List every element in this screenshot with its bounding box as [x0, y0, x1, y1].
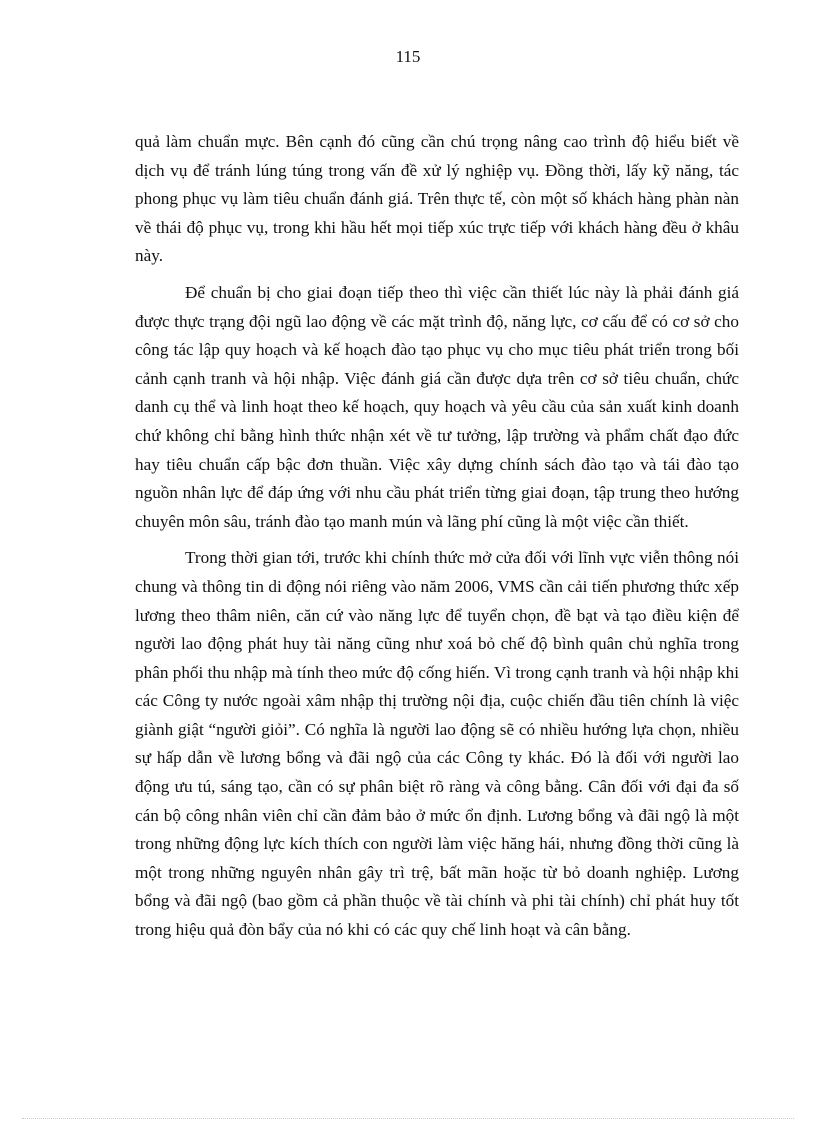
page-bottom-divider: [22, 1118, 794, 1119]
paragraph-1: quả làm chuẩn mực. Bên cạnh đó cũng cần chú trọng nâng cao trình độ hiểu biết về dịch vụ để tránh lúng túng trong vấn đề xử lý nghiệp vụ. Đồng thời, lấy kỹ năng, tác phong phục vụ làm tiêu chuẩn đánh giá. Trên thực tế, còn một số khách hàng phàn nàn về thái độ phục vụ, trong khi hầu hết mọi tiếp xúc trực tiếp với khách hàng đều ở khâu này.: [135, 132, 739, 266]
page-number: 115: [395, 47, 421, 66]
body-text: [135, 128, 739, 953]
paragraph-3: Trong thời gian tới, trước khi chính thức mở cửa đối với lĩnh vực viễn thông nói chung và thông tin di động nói riêng vào năm 2006, VMS cần cải tiến phương thức xếp lương theo thâm niên, căn cứ vào năng lực để tuyển chọn, đề bạt và tạo điều kiện để người lao động phát huy tài năng cũng như xoá bỏ chế độ bình quân chủ nghĩa trong phân phối thu nhập mà tính theo mức độ cống hiến. Vì trong cạnh tranh và hội nhập khi các Công ty nước ngoài xâm nhập thị trường nội địa, cuộc chiến đầu tiên chính là việc giành giật “người giỏi”. Có nghĩa là người lao động sẽ có nhiều hướng lựa chọn, nhiều sự hấp dẫn về lương bổng và đãi ngộ của các Công ty khác. Đó là đối với người lao động ưu tú, sáng tạo, cần có sự phân biệt rõ ràng và công bằng. Cân đối với đại đa số cán bộ công nhân viên chỉ cần đảm bảo ở mức ổn định. Lương bổng và đãi ngộ là một trong những động lực kích thích con người làm việc hăng hái, nhưng đồng thời cũng là một trong những nguyên nhân gây trì trệ, bất mãn hoặc từ bỏ doanh nghiệp. Lương bổng và đãi ngộ (bao gồm cả phần thuộc về tài chính và phi tài chính) chỉ phát huy tốt trong hiệu quả đòn bẩy của nó khi có các quy chế linh hoạt và cân bằng.: [135, 548, 739, 940]
paragraph-2: Để chuẩn bị cho giai đoạn tiếp theo thì việc cần thiết lúc này là phải đánh giá được thực trạng đội ngũ lao động về các mặt trình độ, năng lực, cơ cấu để có cơ sở cho công tác lập quy hoạch và kế hoạch đào tạo phục vụ cho mục tiêu phát triển trong bối cảnh cạnh tranh và hội nhập. Việc đánh giá cần được dựa trên cơ sở tiêu chuẩn, chức danh cụ thể và linh hoạt theo kế hoạch, quy hoạch và yêu cầu của sản xuất kinh doanh chứ không chỉ bằng hình thức nhận xét về tư tưởng, lập trường và phẩm chất đạo đức hay tiêu chuẩn cấp bậc đơn thuần. Việc xây dựng chính sách đào tạo và tái đào tạo nguồn nhân lực để đáp ứng với nhu cầu phát triển từng giai đoạn, tập trung theo hướng chuyên môn sâu, tránh đào tạo manh mún và lãng phí cũng là một việc cần thiết.: [135, 282, 739, 531]
